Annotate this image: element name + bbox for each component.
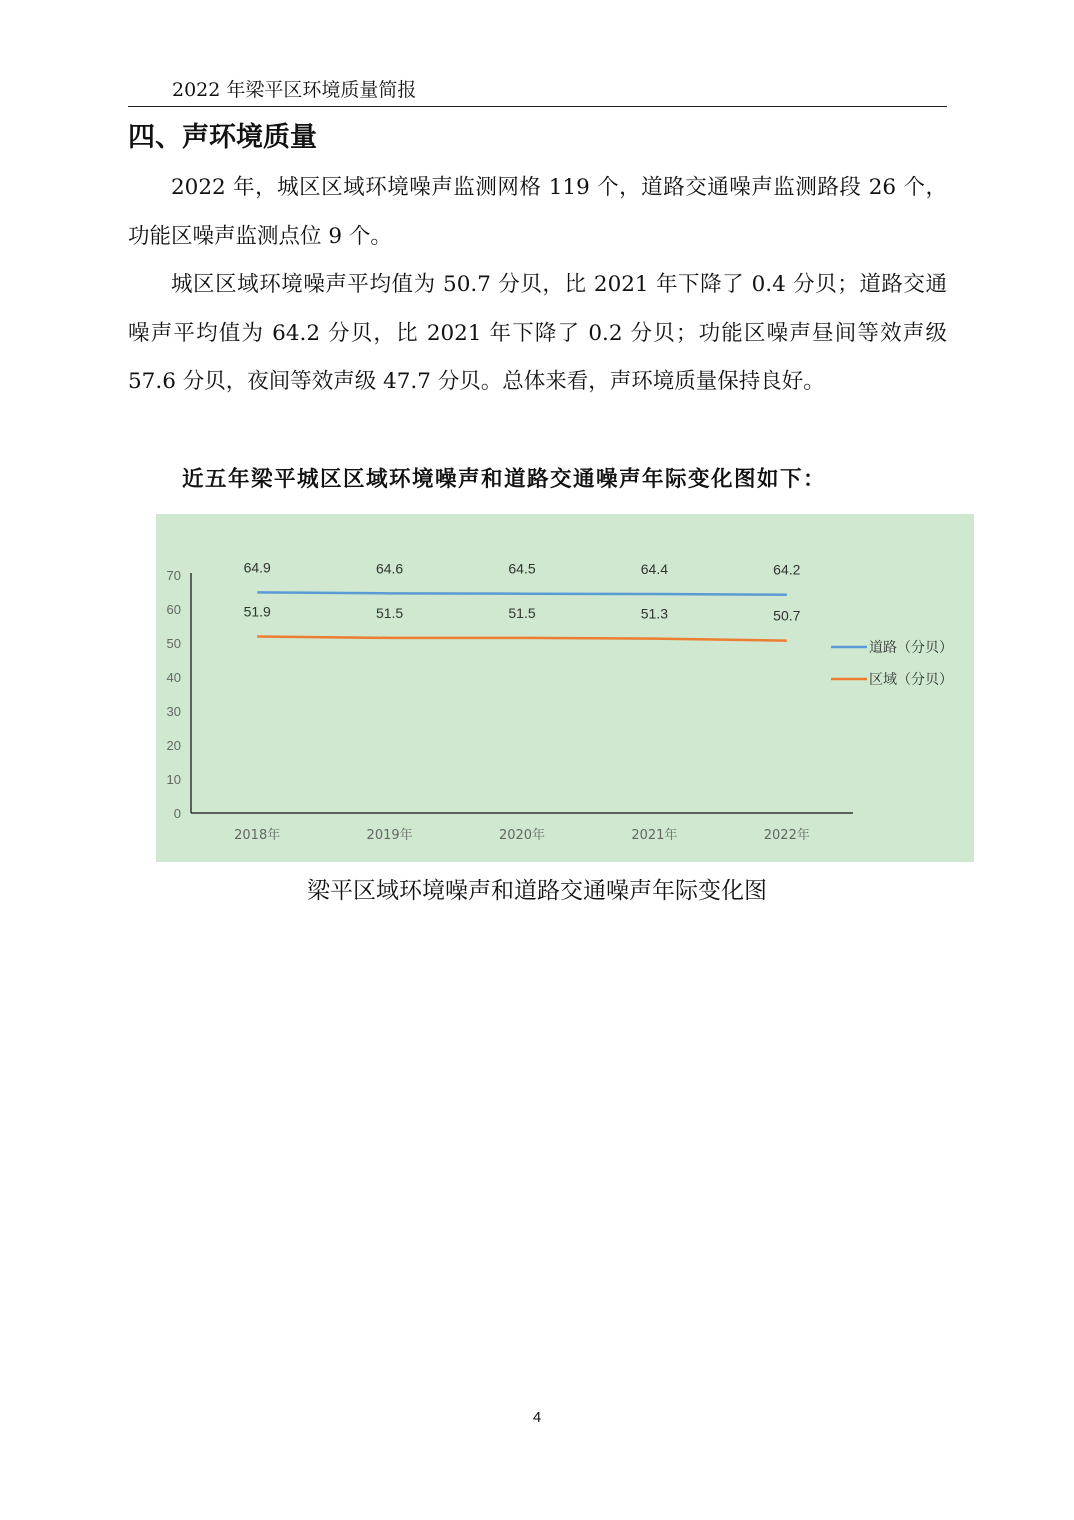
chart-caption: 梁平区域环境噪声和道路交通噪声年际变化图 [307,878,767,904]
x-tick-label: 2022年 [763,828,810,843]
y-tick-label: 30 [166,704,181,719]
x-tick-label: 2021年 [631,828,678,843]
data-label: 51.9 [243,603,271,620]
data-label: 64.4 [640,561,669,578]
y-tick-label: 60 [166,602,181,617]
page-number: 4 [532,1409,542,1426]
document-header-title: 2022 年梁平区环境质量简报 [172,79,417,101]
header-rule [128,106,947,107]
series-line-0 [257,592,787,594]
x-tick-label: 2019年 [366,828,413,843]
y-tick-label: 20 [166,738,181,753]
paragraph-noise-summary: 城区区域环境噪声平均值为 50.7 分贝，比 2021 年下降了 0.4 分贝；道路交通噪声平均值为 64.2 分贝，比 2021 年下降了 0.2 分贝；功能区噪声昼间等效声级 57.6 分贝，夜间等效声级 47.7 分贝。总体来看，声环境质量保持良好。 [128,272,947,394]
data-label: 51.3 [640,605,669,622]
y-tick-label: 50 [166,636,181,651]
y-tick-label: 70 [166,568,181,583]
x-tick-label: 2018年 [234,828,281,843]
chart-intro-text: 近五年梁平城区区域环境噪声和道路交通噪声年际变化图如下： [182,467,827,492]
data-label: 51.5 [375,604,404,621]
data-label: 50.7 [773,607,801,624]
chart-svg [156,514,974,862]
data-label: 64.2 [773,561,801,578]
series-line-1 [257,637,787,641]
data-label: 51.5 [508,604,536,621]
x-tick-label: 2020年 [498,828,546,843]
data-label: 64.5 [508,560,536,577]
paragraph-monitoring-points: 2022 年，城区区域环境噪声监测网格 119 个，道路交通噪声监测路段 26 个，功能区噪声监测点位 9 个。 [128,175,947,249]
data-label: 64.9 [243,559,271,576]
legend-label: 区域（分贝） [869,672,953,688]
y-tick-label: 0 [173,806,181,821]
y-tick-label: 40 [166,670,181,685]
data-label: 64.6 [375,560,404,577]
legend-label: 道路（分贝） [869,640,953,656]
section-heading: 四、声环境质量 [128,122,317,153]
y-tick-label: 10 [166,772,181,787]
noise-line-chart [156,514,974,862]
